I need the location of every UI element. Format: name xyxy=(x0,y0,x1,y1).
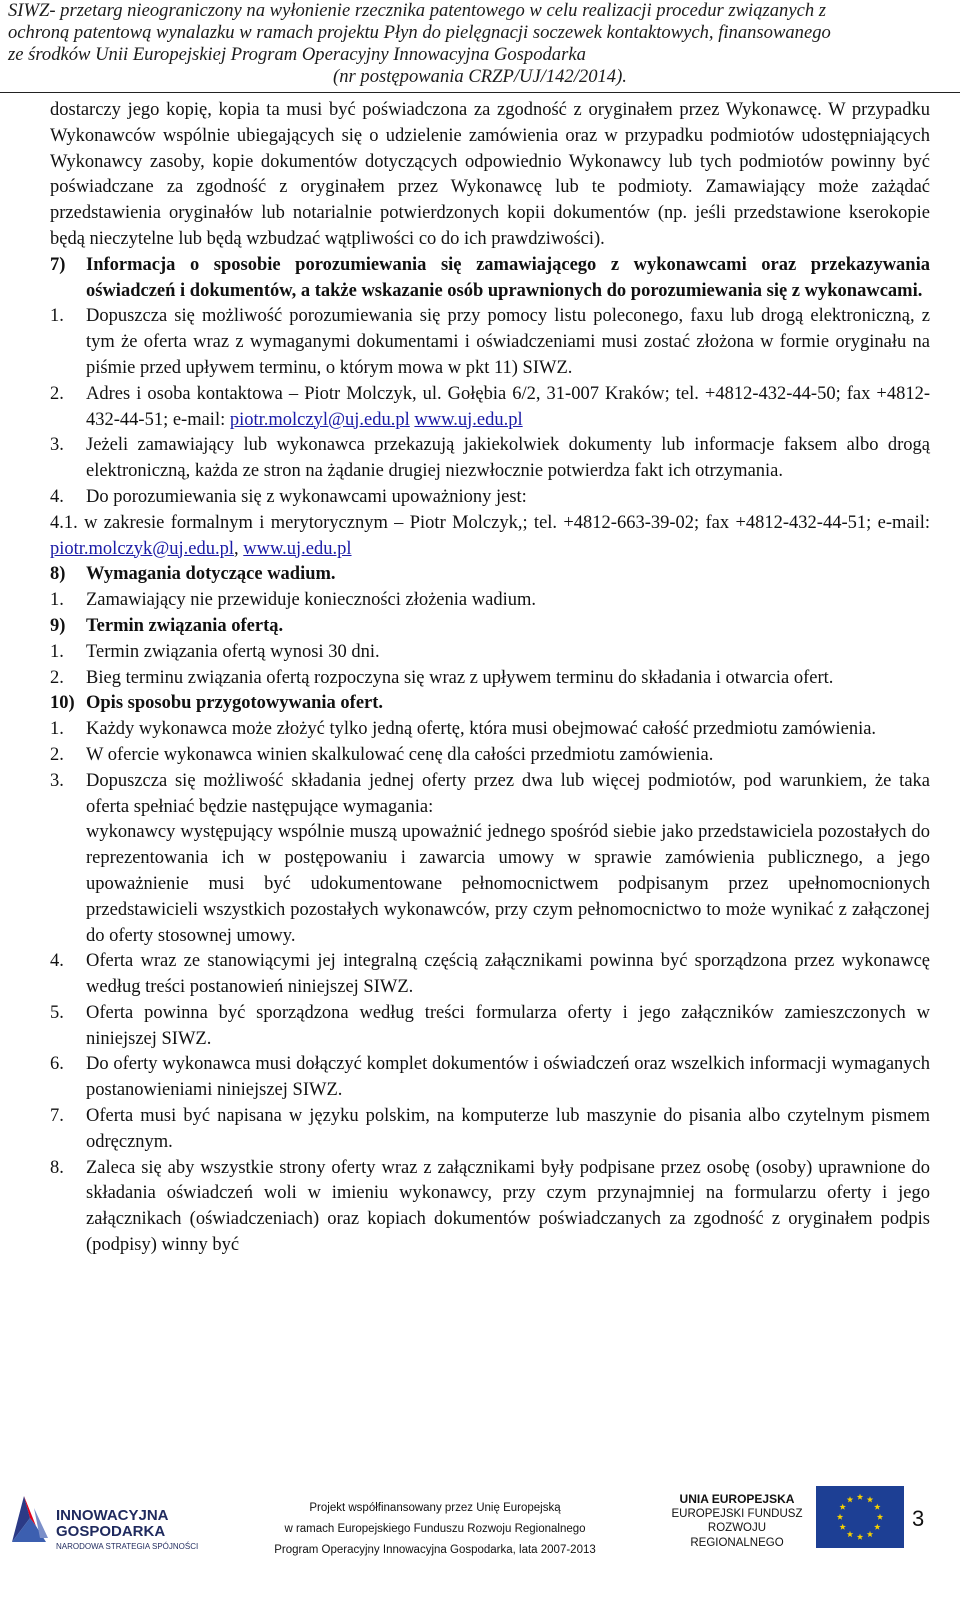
header-line-1: SIWZ- przetarg nieograniczony na wyłonienie rzecznika patentowego w celu realizacji procedur związanych z xyxy=(8,0,827,21)
item-number: 2. xyxy=(50,744,64,765)
section-number: 10) xyxy=(50,693,75,714)
item-text: Dopuszcza się możliwość składania jednej oferty przez dwa lub więcej podmiotów, pod warunkiem, że taka oferta spełniać będzie następujące wymagania: xyxy=(86,770,930,817)
item-text: Oferta wraz ze stanowiącymi jej integralną częścią załącznikami powinna być sporządzona przez wykonawcę według treści postanowień niniejszej SIWZ. xyxy=(86,951,930,998)
item-text: Oferta powinna być sporządzona według treści formularza oferty i jego załączników zamieszczonych w niniejszej SIWZ. xyxy=(86,1002,930,1049)
website-link[interactable]: www.uj.edu.pl xyxy=(243,538,352,559)
list-item xyxy=(50,743,930,769)
item-text: Oferta musi być napisana w języku polskim, na komputerze lub maszynie do pisania albo czytelnym pismem odręcznym. xyxy=(86,1106,930,1152)
item-number: 8. xyxy=(50,1157,64,1178)
item-number: 2. xyxy=(50,383,64,404)
section-title: Opis sposobu przygotowywania ofert. xyxy=(86,693,384,714)
ig-logo-subtitle: NARODOWA STRATEGIA SPÓJNOŚCI xyxy=(56,1542,199,1551)
section-7-heading xyxy=(50,253,930,305)
section-number: 8) xyxy=(50,564,66,585)
item-number: 1. xyxy=(50,641,64,662)
item-number: 6. xyxy=(50,1054,64,1075)
item-number: 3. xyxy=(50,770,64,791)
eu-label-line-1: UNIA EUROPEJSKA xyxy=(679,1492,795,1506)
footer-line-2: w ramach Europejskiego Funduszu Rozwoju Regionalnego xyxy=(284,1523,586,1535)
item-text: Zamawiający nie przewiduje konieczności złożenia wadium. xyxy=(86,590,536,611)
item-number: 4. xyxy=(50,951,64,972)
list-item xyxy=(50,666,930,692)
intro-paragraph: dostarczy jego kopię, kopia ta musi być poświadczona za zgodność z oryginałem przez Wykonawcę. W przypadku Wykonawców wspólnie ubiegających się o udzielenie zamówienia oraz w przypadku podmiotów udostępniających Wykonawcy zasoby, kopie dokumentów dotyczących odpowiednio Wykonawcy lub tych podmiotów powinny być poświadczane za zgodność z oryginałem przez Wykonawcę lub te podmioty. Zamawiający może zażądać przedstawienia oryginałów lub notarialnie potwierdzonych kopii dokumentów (np. jeśli przedstawione kserokopie będą nieczytelne lub będą wzbudzać wątpliwości co do ich prawdziwości). xyxy=(50,100,930,249)
section-9-heading xyxy=(50,614,930,640)
item-text: W ofercie wykonawca winien skalkulować cenę dla całości przedmiotu zamówienia. xyxy=(86,744,714,765)
list-item xyxy=(50,1001,930,1053)
page-number: 3 xyxy=(912,1506,925,1531)
section-number: 9) xyxy=(50,615,66,636)
list-item xyxy=(50,1104,930,1156)
section-title: Wymagania dotyczące wadium. xyxy=(86,564,336,585)
sub-item-4-1 xyxy=(50,511,930,563)
email-link[interactable]: piotr.molczyl@uj.edu.pl xyxy=(229,409,410,430)
list-item xyxy=(50,717,930,743)
eu-label-line-2: EUROPEJSKI FUNDUSZ xyxy=(671,1507,803,1520)
item-text: Termin związania ofertą wynosi 30 dni. xyxy=(86,641,380,662)
email-link[interactable]: piotr.molczyk@uj.edu.pl xyxy=(50,538,235,559)
list-item xyxy=(50,485,930,511)
list-item xyxy=(50,433,930,485)
list-item xyxy=(50,1156,930,1259)
item-text: Dopuszcza się możliwość porozumiewania się przy pomocy listu poleconego, faxu lub drogą elektroniczną, z tym że oferta wraz z wymaganymi dokumentami i oświadczeniami musi zostać złożona w formie oryginału na piśmie przed upływem terminu, o którym mowa w pkt 11) SIWZ. xyxy=(86,306,930,378)
footer-line-3: Program Operacyjny Innowacyjna Gospodarka, lata 2007-2013 xyxy=(274,1544,596,1556)
ig-logo-line-2: GOSPODARKA xyxy=(56,1523,166,1540)
eu-label-line-3: ROZWOJU REGIONALNEGO xyxy=(690,1522,784,1549)
ig-logo-text xyxy=(56,1508,169,1540)
item-number: 2. xyxy=(50,667,64,688)
list-item xyxy=(50,304,930,381)
list-item xyxy=(50,1052,930,1104)
item-text: Do oferty wykonawca musi dołączyć komplet dokumentów i oświadczeń oraz wszelkich informacji wymaganych postanowieniami niniejszej SIWZ. xyxy=(86,1054,930,1101)
section-10-heading xyxy=(50,691,930,717)
section-8-heading xyxy=(50,562,930,588)
item-text: 4.1. w zakresie formalnym i merytorycznym – Piotr Molczyk,; tel. +4812-663-39-02; fax +4812-432-44-51; e-mail: xyxy=(50,512,930,533)
header-line-2: ochroną patentową wynalazku w ramach projektu Płyn do pielęgnacji soczewek kontaktowych, finansowanego xyxy=(8,22,831,43)
item-number: 1. xyxy=(50,590,64,611)
eu-fund-label xyxy=(662,1492,812,1550)
section-title: Termin związania ofertą. xyxy=(86,615,284,636)
list-item xyxy=(50,588,930,614)
item-text: Bieg terminu związania ofertą rozpoczyna się wraz z upływem terminu do składania i otwarcia ofert. xyxy=(86,667,834,688)
separator: , xyxy=(234,538,239,559)
document-body xyxy=(50,98,930,1259)
item-number: 3. xyxy=(50,435,64,456)
item-number: 7. xyxy=(50,1106,64,1127)
item-number: 4. xyxy=(50,486,64,507)
ig-emblem-icon xyxy=(6,1488,52,1546)
item-continuation: wykonawcy występujący wspólnie muszą upoważnić jednego spośród siebie jako przedstawiciela pozostałych do reprezentowania ich w postępowaniu i zawarcia umowy w sprawie zamówienia publicznego, a jego upoważnienie musi być udokumentowane pełnomocnictwem podpisanym przez upełnomocnionych przedstawicieli wszystkich pozostałych wykonawców, przy czym pełnomocnictwo to może wynikać z załączonej do oferty stosownej umowy. xyxy=(86,822,930,946)
website-link[interactable]: www.uj.edu.pl xyxy=(414,409,523,430)
list-item xyxy=(50,382,930,434)
list-item xyxy=(50,949,930,1001)
page-footer xyxy=(0,1478,960,1615)
item-number: 1. xyxy=(50,306,64,327)
section-title: Informacja o sposobie porozumiewania się zamawiającego z wykonawcami oraz przekazywania oświadczeń i dokumentów, a także wskazanie osób uprawnionych do porozumiewania się z wykonawcami. xyxy=(86,254,930,301)
list-item xyxy=(50,640,930,666)
item-text: Każdy wykonawca może złożyć tylko jedną ofertę, która musi obejmować całość przedmiotu zamówienia. xyxy=(86,719,877,740)
item-text: Adres i osoba kontaktowa – Piotr Molczyk, ul. Gołębia 6/2, 31-007 Kraków; tel. +4812-432-44-50; fax +4812-432-44-51; e-mail: xyxy=(86,383,930,430)
page-header xyxy=(0,0,960,93)
item-number: 5. xyxy=(50,1002,64,1023)
section-number: 7) xyxy=(50,254,66,275)
item-text: Do porozumiewania się z wykonawcami upoważniony jest: xyxy=(86,486,527,507)
header-line-4: (nr postępowania CRZP/UJ/142/2014). xyxy=(333,66,627,87)
header-line-3: ze środków Unii Europejskiej Program Operacyjny Innowacyjna Gospodarka xyxy=(8,44,586,65)
ig-logo-line-1: INNOWACYJNA xyxy=(56,1507,169,1524)
item-number: 1. xyxy=(50,719,64,740)
footer-funding-note xyxy=(250,1498,620,1561)
footer-line-1: Projekt współfinansowany przez Unię Europejską xyxy=(309,1502,561,1514)
innowacyjna-gospodarka-logo xyxy=(6,1488,199,1551)
item-text: Zaleca się aby wszystkie strony oferty wraz z załącznikami były podpisane przez osobę (osoby) uprawnione do składania oświadczeń woli w imieniu wykonawcy, przy czym przynajmniej na formularzu oferty i jego załącznikach (oświadczeniach) oraz kopiach dokumentów poświadczanych za zgodność z oryginałem podpis (podpisy) winny być xyxy=(86,1157,930,1256)
list-item xyxy=(50,769,930,821)
eu-flag-icon xyxy=(816,1486,904,1548)
item-text: Jeżeli zamawiający lub wykonawca przekazują jakiekolwiek dokumenty lub informacje faksem albo drogą elektroniczną, każda ze stron na żądanie drugiej niezwłocznie potwierdza fakt ich otrzymania. xyxy=(86,435,930,482)
